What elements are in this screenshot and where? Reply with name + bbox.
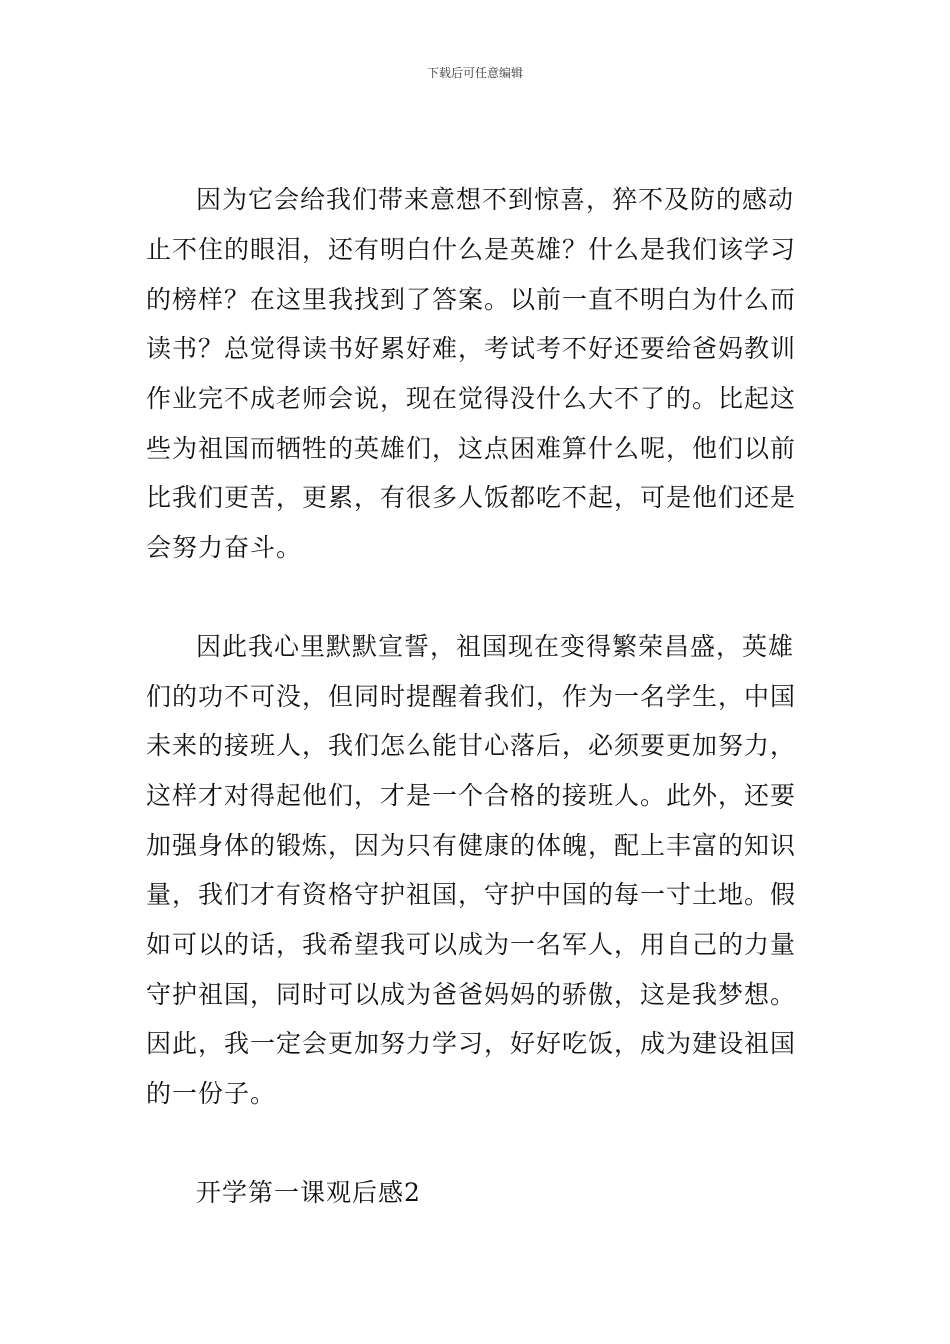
paragraph-line: 加强身体的锻炼，因为只有健康的体魄，配上丰富的知识 — [146, 831, 797, 860]
page-header: 下载后可任意编辑 — [426, 66, 523, 80]
paragraph-line: 守护祖国，同时可以成为爸爸妈妈的骄傲，这是我梦想。 — [146, 980, 797, 1009]
paragraph-line: 因此我心里默默宣誓，祖国现在变得繁荣昌盛，英雄 — [196, 632, 795, 661]
paragraph-line: 如可以的话，我希望我可以成为一名军人，用自己的力量 — [146, 930, 797, 959]
paragraph-line: 这样才对得起他们，才是一个合格的接班人。此外，还要 — [146, 781, 797, 810]
paragraph-line: 量，我们才有资格守护祖国，守护中国的每一寸土地。假 — [146, 880, 797, 909]
paragraph-line: 止不住的眼泪，还有明白什么是英雄？什么是我们该学习 — [146, 235, 797, 264]
paragraph-line: 的榜样？在这里我找到了答案。以前一直不明白为什么而 — [146, 285, 797, 314]
paragraph-line: 因为它会给我们带来意想不到惊喜，猝不及防的感动 — [196, 185, 795, 214]
paragraph-line: 些为祖国而牺牲的英雄们，这点困难算什么呢，他们以前 — [146, 434, 797, 463]
paragraph-line: 因此，我一定会更加努力学习，好好吃饭，成为建设祖国 — [146, 1029, 797, 1058]
paragraph-line: 比我们更苦，更累，有很多人饭都吃不起，可是他们还是 — [146, 483, 797, 512]
paragraph-line: 们的功不可没，但同时提醒着我们，作为一名学生，中国 — [146, 682, 797, 711]
section-title: 开学第一课观后感2 — [196, 1178, 421, 1207]
paragraph-line: 的一份子。 — [146, 1079, 277, 1108]
paragraph-line: 作业完不成老师会说，现在觉得没什么大不了的。比起这 — [146, 384, 797, 413]
paragraph-line: 会努力奋斗。 — [146, 533, 303, 562]
paragraph-line: 未来的接班人，我们怎么能甘心落后，必须要更加努力， — [146, 731, 797, 760]
paragraph-line: 读书？总觉得读书好累好难，考试考不好还要给爸妈教训 — [146, 334, 797, 363]
